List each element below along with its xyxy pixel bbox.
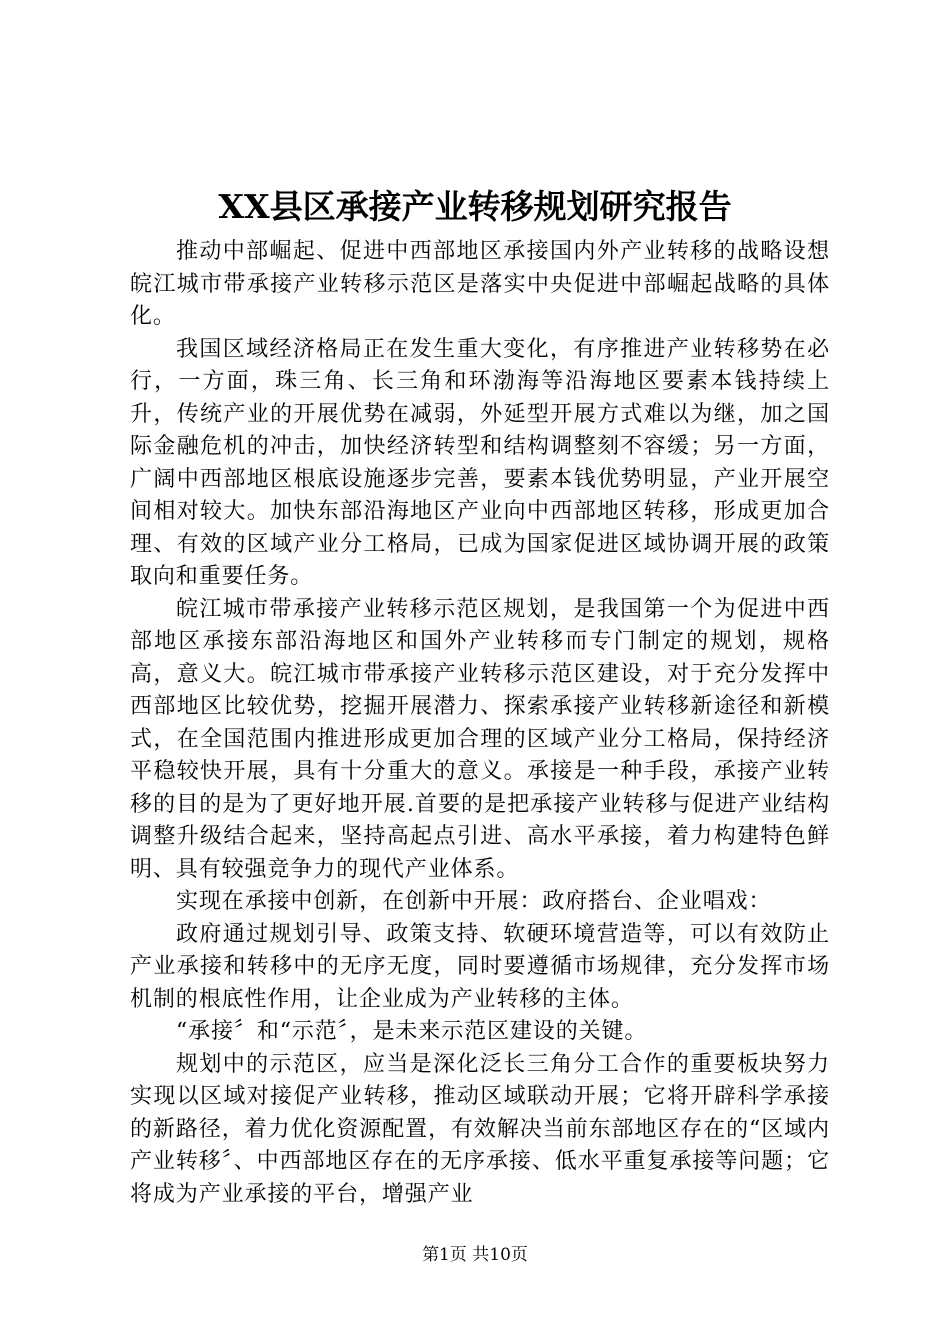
paragraph: 实现在承接中创新，在创新中开展：政府搭台、企业唱戏： [176,889,772,914]
paragraph: 推动中部崛起、促进中西部地区承接国内外产业转移的战略设想皖江城市带承接产业转移示范区是落实中央促进中部崛起战略的具体化。 [130,239,830,329]
document-body [130,236,830,1211]
paragraph: 皖江城市带承接产业转移示范区规划，是我国第一个为促进中西部地区承接东部沿海地区和国外产业转移而专门制定的规划，规格高，意义大。皖江城市带承接产业转移示范区建设，对于充分发挥中西部地区比较优势，挖掘开展潜力、探索承接产业转移新途径和新模式，在全国范围内推进形成更加合理的区域产业分工格局，保持经济平稳较快开展，具有十分重大的意义。承接是一种手段，承接产业转移的目的是为了更好地开展.首要的是把承接产业转移与促进产业结构调整升级结合起来，坚持高起点引进、高水平承接，着力构建特色鲜明、具有较强竞争力的现代产业体系。 [130,596,830,882]
paragraph: 我国区域经济格局正在发生重大变化，有序推进产业转移势在必行，一方面，珠三角、长三角和环渤海等沿海地区要素本钱持续上升，传统产业的开展优势在减弱，外延型开展方式难以为继，加之国际金融危机的冲击，加快经济转型和结构调整刻不容缓；另一方面，广阔中西部地区根底设施逐步完善，要素本钱优势明显，产业开展空间相对较大。加快东部沿海地区产业向中西部地区转移，形成更加合理、有效的区域产业分工格局，已成为国家促进区域协调开展的政策取向和重要任务。 [130,336,830,589]
paragraph: “承接〞和“示范〞，是未来示范区建设的关键。 [176,1019,648,1044]
paragraph: 规划中的示范区，应当是深化泛长三角分工合作的重要板块努力实现以区域对接促产业转移，推动区域联动开展；它将开辟科学承接的新路径，着力优化资源配置，有效解决当前东部地区存在的“区域内产业转移〞、中西部地区存在的无序承接、低水平重复承接等问题；它将成为产业承接的平台，增强产业 [130,1051,830,1207]
page-footer: 第1页 共10页 [422,1245,528,1265]
paragraph: 政府通过规划引导、政策支持、软硬环境营造等，可以有效防止产业承接和转移中的无序无度，同时要遵循市场规律，充分发挥市场机制的根底性作用，让企业成为产业转移的主体。 [130,921,830,1012]
document-title: XX县区承接产业转移规划研究报告 [218,187,732,226]
